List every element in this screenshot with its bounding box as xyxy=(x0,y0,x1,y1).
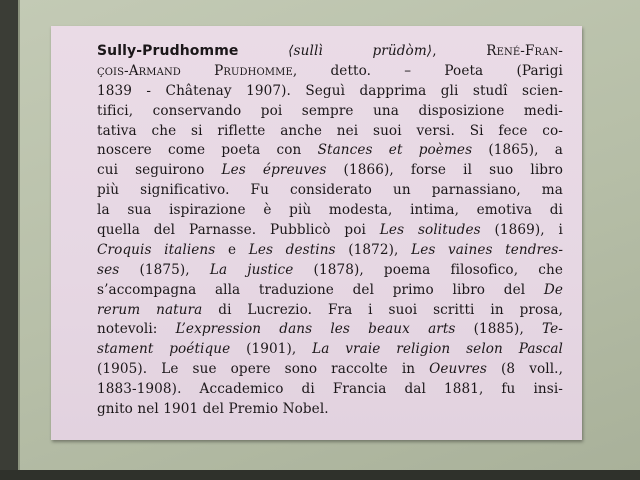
entry-text: , detto. – Poeta (Parigi xyxy=(292,62,563,79)
entry-text: di Lucrezio. Fra i suoi scritti in prosa, xyxy=(202,301,563,318)
entry-text: (1865), a xyxy=(472,142,563,159)
entry-line xyxy=(97,161,563,181)
entry-text: stament poétique xyxy=(97,341,231,358)
entry-line xyxy=(97,122,563,142)
entry-line xyxy=(97,320,563,340)
entry-line xyxy=(97,241,563,261)
entry-text xyxy=(239,43,289,59)
clipping-card xyxy=(51,26,582,440)
entry-text: (1901), xyxy=(230,341,313,358)
entry-text: (8 voll., xyxy=(487,361,563,378)
entry-text: più significativo. Fu considerato un parnassiano, ma xyxy=(97,182,563,199)
entry-line xyxy=(97,181,563,201)
entry-text: e xyxy=(215,241,249,258)
entry-line xyxy=(97,221,563,241)
entry-text: 1839 - Châtenay 1907). Seguì dapprima gli studî scien- xyxy=(97,82,563,99)
entry-text: Te- xyxy=(542,321,563,338)
entry-text: notevoli: xyxy=(97,321,176,338)
entry-text: Les épreuves xyxy=(221,162,327,179)
entry-text: , xyxy=(432,43,487,59)
entry-line xyxy=(97,141,563,161)
entry-line xyxy=(97,400,563,420)
entry-text: ⟨sullì prüdòm⟩ xyxy=(288,43,433,59)
entry-line xyxy=(97,301,563,321)
entry-text: gnito nel 1901 del Premio Nobel. xyxy=(97,401,329,418)
entry-text: La vraie religion selon Pascal xyxy=(312,341,563,358)
entry-text: la sua ispirazione è più modesta, intima, emotiva di xyxy=(97,202,563,219)
entry-text: tativa che si riflette anche nei suoi versi. Si fece co- xyxy=(97,122,563,139)
entry-line xyxy=(97,360,563,380)
entry-text: Oeuvres xyxy=(429,361,487,378)
entry-text: çois-Armand Prudhomme xyxy=(97,62,293,79)
entry-line xyxy=(97,261,563,281)
entry-text: quella del Parnasse. Pubblicò poi xyxy=(97,222,380,239)
board-edge xyxy=(0,470,640,480)
entry-text: (1905). Le sue opere sono raccolte in xyxy=(97,361,430,378)
entry-text: s’accompagna alla traduzione del primo libro del xyxy=(97,281,544,298)
entry-line xyxy=(97,281,563,301)
entry-text: Les vaines tendres- xyxy=(411,241,564,258)
entry-text: 1883-1908). Accademico di Francia dal 1881, fu insi- xyxy=(97,381,563,398)
entry-text: tifici, conservando poi sempre una disposizione medi- xyxy=(97,102,563,119)
entry-text: cui seguirono xyxy=(97,162,222,179)
entry-text: (1875), xyxy=(119,261,210,278)
entry-line xyxy=(97,42,563,62)
entry-line xyxy=(97,201,563,221)
entry-text: (1885), xyxy=(455,321,543,338)
entry-line xyxy=(97,340,563,360)
entry-line xyxy=(97,62,563,82)
entry-text: Les destins xyxy=(248,241,336,258)
entry-text: ses xyxy=(97,261,120,278)
entry-text: (1869), i xyxy=(480,222,564,239)
entry-text: noscere come poeta con xyxy=(97,142,318,159)
entry-text: (1872), xyxy=(335,241,412,258)
entry-text: Les solitudes xyxy=(379,222,481,239)
entry-text: (1866), forse il suo libro xyxy=(326,162,563,179)
entry-text: De xyxy=(543,281,563,298)
entry-headword: Sully-Prudhomme xyxy=(97,43,239,59)
entry-text: René-Fran- xyxy=(486,43,564,59)
entry-text: L’expression dans les beaux arts xyxy=(175,321,456,338)
entry-text: Stances et poèmes xyxy=(317,142,473,159)
entry-line xyxy=(97,82,563,102)
entry-text: rerum natura xyxy=(97,301,203,318)
entry-line xyxy=(97,380,563,400)
entry-line xyxy=(97,102,563,122)
encyclopedia-entry xyxy=(97,42,563,420)
entry-text: La justice xyxy=(209,261,294,278)
entry-text: Croquis italiens xyxy=(97,241,216,258)
entry-text: (1878), poema filosofico, che xyxy=(293,261,563,278)
